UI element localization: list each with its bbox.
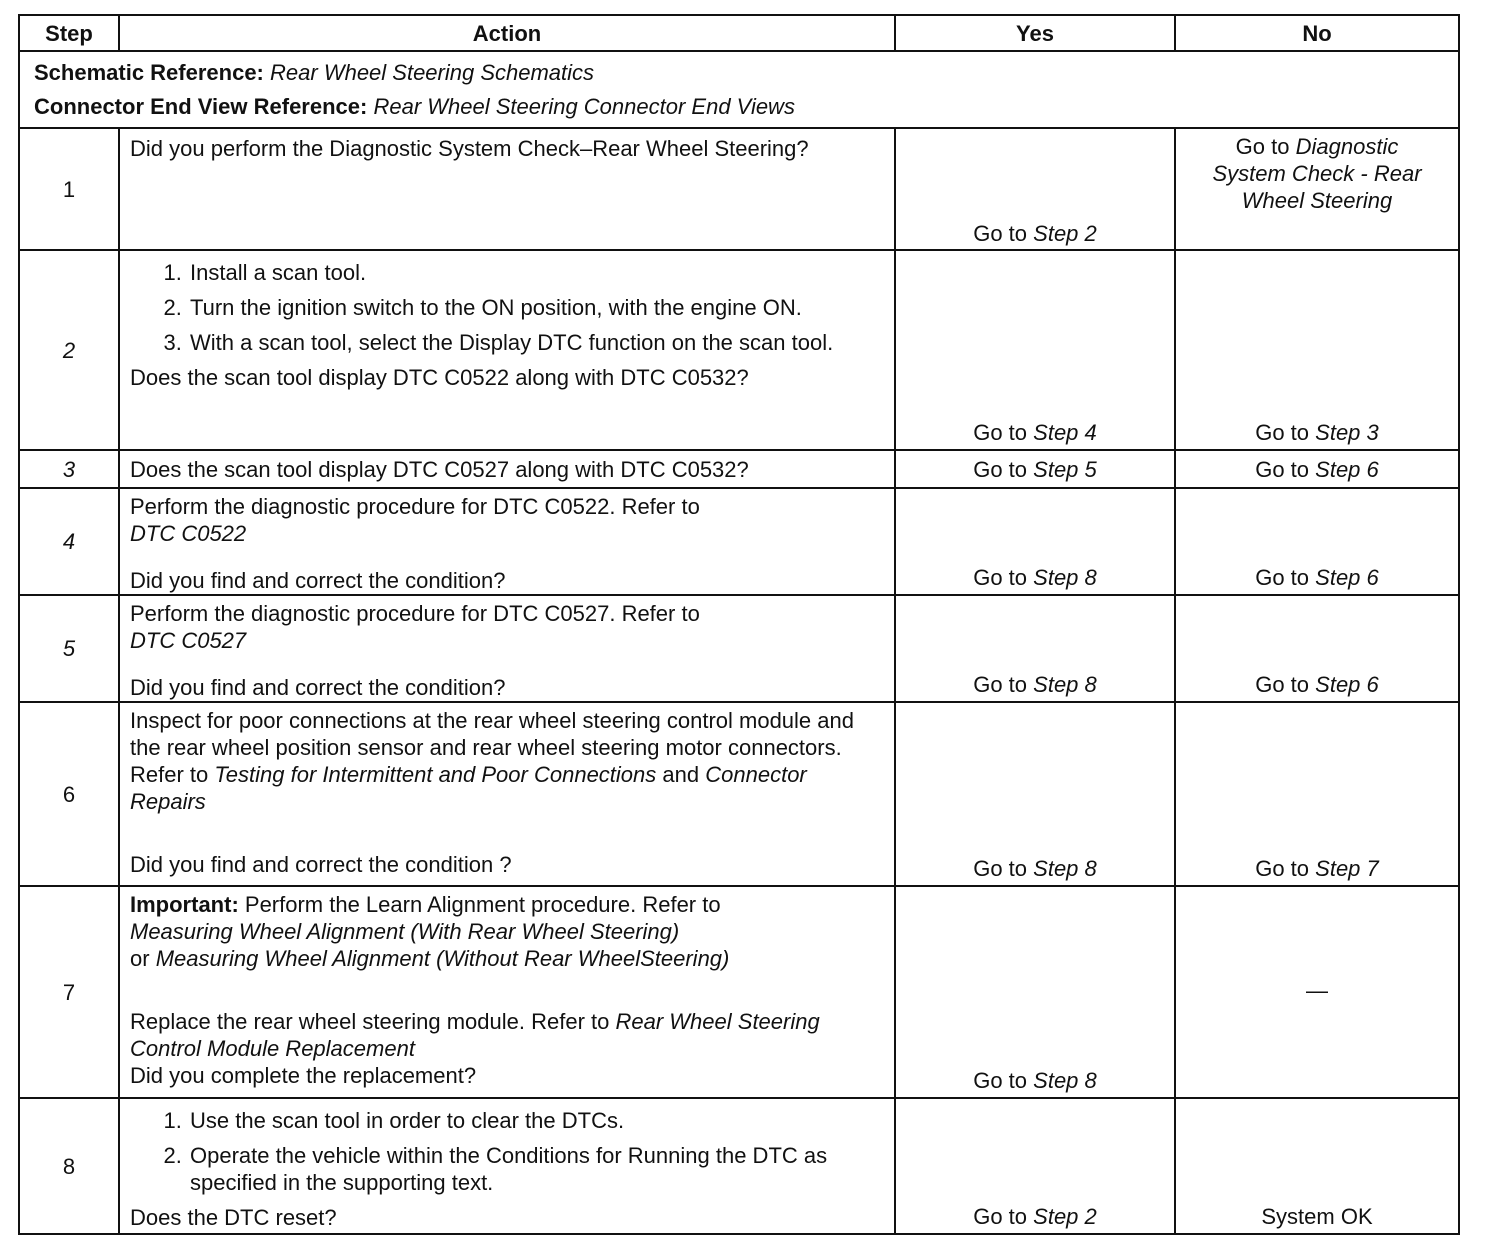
action-cell xyxy=(119,250,895,450)
action-connector-word: and xyxy=(662,762,700,787)
schematic-reference xyxy=(34,56,1444,90)
action-list xyxy=(130,259,884,356)
no-step-link[interactable]: Step 6 xyxy=(1315,565,1379,590)
no-cell xyxy=(1175,886,1459,1098)
no-step-link[interactable]: Diagnostic System Check - Rear Wheel Steering xyxy=(1212,134,1422,213)
no-prefix: Go to xyxy=(1255,565,1310,590)
action-reference-link[interactable]: Measuring Wheel Alignment (Without Rear WheelSteering) xyxy=(155,946,730,971)
action-reference-link[interactable]: DTC C0527 xyxy=(130,628,247,653)
action-reference-link[interactable]: DTC C0522 xyxy=(130,521,247,546)
yes-prefix: Go to xyxy=(973,1068,1028,1093)
connector-reference xyxy=(34,90,1444,124)
table-row-step-6 xyxy=(19,702,1459,886)
action-question: Does the DTC reset? xyxy=(130,1205,337,1230)
no-cell xyxy=(1175,702,1459,886)
no-prefix: Go to xyxy=(1255,420,1310,445)
yes-step-link[interactable]: Step 4 xyxy=(1033,420,1097,445)
action-reference-link[interactable]: Testing for Intermittent and Poor Connections xyxy=(214,762,657,787)
yes-step-link[interactable]: Step 8 xyxy=(1033,565,1097,590)
reference-cell xyxy=(19,51,1459,128)
no-prefix: Go to xyxy=(1255,856,1310,881)
schematic-reference-label: Schematic Reference: xyxy=(34,60,264,85)
action-connector-word: or xyxy=(130,946,150,971)
reference-row xyxy=(19,51,1459,128)
no-cell xyxy=(1175,250,1459,450)
replace-text: Replace the rear wheel steering module. Refer to xyxy=(130,1009,610,1034)
table-row-step-5 xyxy=(19,595,1459,702)
step-number: 4 xyxy=(19,488,119,595)
table-row-step-4 xyxy=(19,488,1459,595)
yes-cell xyxy=(895,702,1175,886)
table-row-step-8 xyxy=(19,1098,1459,1234)
header-step: Step xyxy=(19,15,119,51)
no-prefix: Go to xyxy=(1255,672,1310,697)
action-reference-link[interactable]: Measuring Wheel Alignment (With Rear Wheel Steering) xyxy=(130,919,680,944)
yes-step-link[interactable]: Step 5 xyxy=(1033,456,1097,482)
yes-cell xyxy=(895,488,1175,595)
action-question: Did you find and correct the condition? xyxy=(130,568,506,593)
step-number: 1 xyxy=(19,128,119,250)
action-cell xyxy=(119,702,895,886)
yes-cell xyxy=(895,1098,1175,1234)
no-cell xyxy=(1175,450,1459,488)
no-cell xyxy=(1175,595,1459,702)
no-step-link[interactable]: Step 6 xyxy=(1315,456,1379,482)
action-cell xyxy=(119,128,895,250)
action-text: Inspect for poor connections at the rear wheel steering control module and the rear wheel position sensor and rear wheel steering motor connectors. Refer to xyxy=(130,708,854,787)
yes-step-link[interactable]: Step 2 xyxy=(1033,221,1097,246)
no-cell xyxy=(1175,1098,1459,1234)
yes-prefix: Go to xyxy=(973,856,1028,881)
action-cell xyxy=(119,488,895,595)
yes-prefix: Go to xyxy=(973,221,1028,246)
no-result: System OK xyxy=(1261,1204,1373,1229)
action-question: Does the scan tool display DTC C0522 along with DTC C0532? xyxy=(130,365,749,390)
action-cell xyxy=(119,595,895,702)
table-row-step-1 xyxy=(19,128,1459,250)
yes-cell xyxy=(895,595,1175,702)
yes-cell xyxy=(895,250,1175,450)
no-prefix: Go to xyxy=(1255,456,1310,482)
yes-prefix: Go to xyxy=(973,672,1028,697)
yes-prefix: Go to xyxy=(973,565,1028,590)
no-cell xyxy=(1175,488,1459,595)
action-list xyxy=(130,1107,884,1196)
header-yes: Yes xyxy=(895,15,1175,51)
diagnostic-table xyxy=(18,14,1460,1235)
yes-prefix: Go to xyxy=(973,456,1028,482)
table-row-step-7 xyxy=(19,886,1459,1098)
schematic-reference-link[interactable]: Rear Wheel Steering Schematics xyxy=(270,60,595,85)
action-question: Did you find and correct the condition? xyxy=(130,675,506,700)
no-cell xyxy=(1175,128,1459,250)
no-dash: — xyxy=(1306,978,1328,1003)
yes-step-link[interactable]: Step 8 xyxy=(1033,1068,1097,1093)
connector-reference-label: Connector End View Reference: xyxy=(34,94,368,119)
action-question: Did you complete the replacement? xyxy=(130,1063,477,1088)
header-no: No xyxy=(1175,15,1459,51)
step-number: 6 xyxy=(19,702,119,886)
header-row xyxy=(19,15,1459,51)
list-item: 3. With a scan tool, select the Display DTC function on the scan tool. xyxy=(188,329,884,356)
yes-cell xyxy=(895,128,1175,250)
no-step-link[interactable]: Step 6 xyxy=(1315,672,1379,697)
list-item: 1. Install a scan tool. xyxy=(188,259,884,286)
action-text: Did you perform the Diagnostic System Check–Rear Wheel Steering? xyxy=(130,136,809,161)
step-number: 2 xyxy=(19,250,119,450)
action-reference-link[interactable]: Connector Repairs xyxy=(130,762,807,814)
step-number: 5 xyxy=(19,595,119,702)
diagnostic-table-container xyxy=(18,14,1458,1235)
table-row-step-2 xyxy=(19,250,1459,450)
action-cell xyxy=(119,1098,895,1234)
action-reference-link[interactable]: Rear Wheel Steering Control Module Replacement xyxy=(130,1009,820,1061)
yes-step-link[interactable]: Step 2 xyxy=(1033,1204,1097,1229)
yes-step-link[interactable]: Step 8 xyxy=(1033,856,1097,881)
table-row-step-3 xyxy=(19,450,1459,488)
action-text: Perform the diagnostic procedure for DTC C0527. Refer to xyxy=(130,601,700,626)
step-number: 8 xyxy=(19,1098,119,1234)
connector-reference-link[interactable]: Rear Wheel Steering Connector End Views xyxy=(373,94,795,119)
action-question: Did you find and correct the condition ? xyxy=(130,852,512,877)
yes-step-link[interactable]: Step 8 xyxy=(1033,672,1097,697)
yes-cell xyxy=(895,450,1175,488)
no-prefix: Go to xyxy=(1235,134,1290,159)
list-item: 2. Turn the ignition switch to the ON position, with the engine ON. xyxy=(188,294,884,321)
step-number: 3 xyxy=(19,450,119,488)
header-action: Action xyxy=(119,15,895,51)
yes-prefix: Go to xyxy=(973,420,1028,445)
yes-cell xyxy=(895,886,1175,1098)
list-item: 1. Use the scan tool in order to clear the DTCs. xyxy=(188,1107,884,1134)
action-question: Does the scan tool display DTC C0527 along with DTC C0532? xyxy=(130,456,749,482)
step-number: 7 xyxy=(19,886,119,1098)
list-item: 2. Operate the vehicle within the Conditions for Running the DTC as specified in the supporting text. xyxy=(188,1142,884,1196)
action-text: Perform the diagnostic procedure for DTC C0522. Refer to xyxy=(130,494,700,519)
action-cell xyxy=(119,450,895,488)
no-step-link[interactable]: Step 7 xyxy=(1315,856,1379,881)
important-text: Perform the Learn Alignment procedure. Refer to xyxy=(244,892,721,917)
no-step-link[interactable]: Step 3 xyxy=(1315,420,1379,445)
important-label: Important: xyxy=(130,892,239,917)
action-cell xyxy=(119,886,895,1098)
yes-prefix: Go to xyxy=(973,1204,1028,1229)
